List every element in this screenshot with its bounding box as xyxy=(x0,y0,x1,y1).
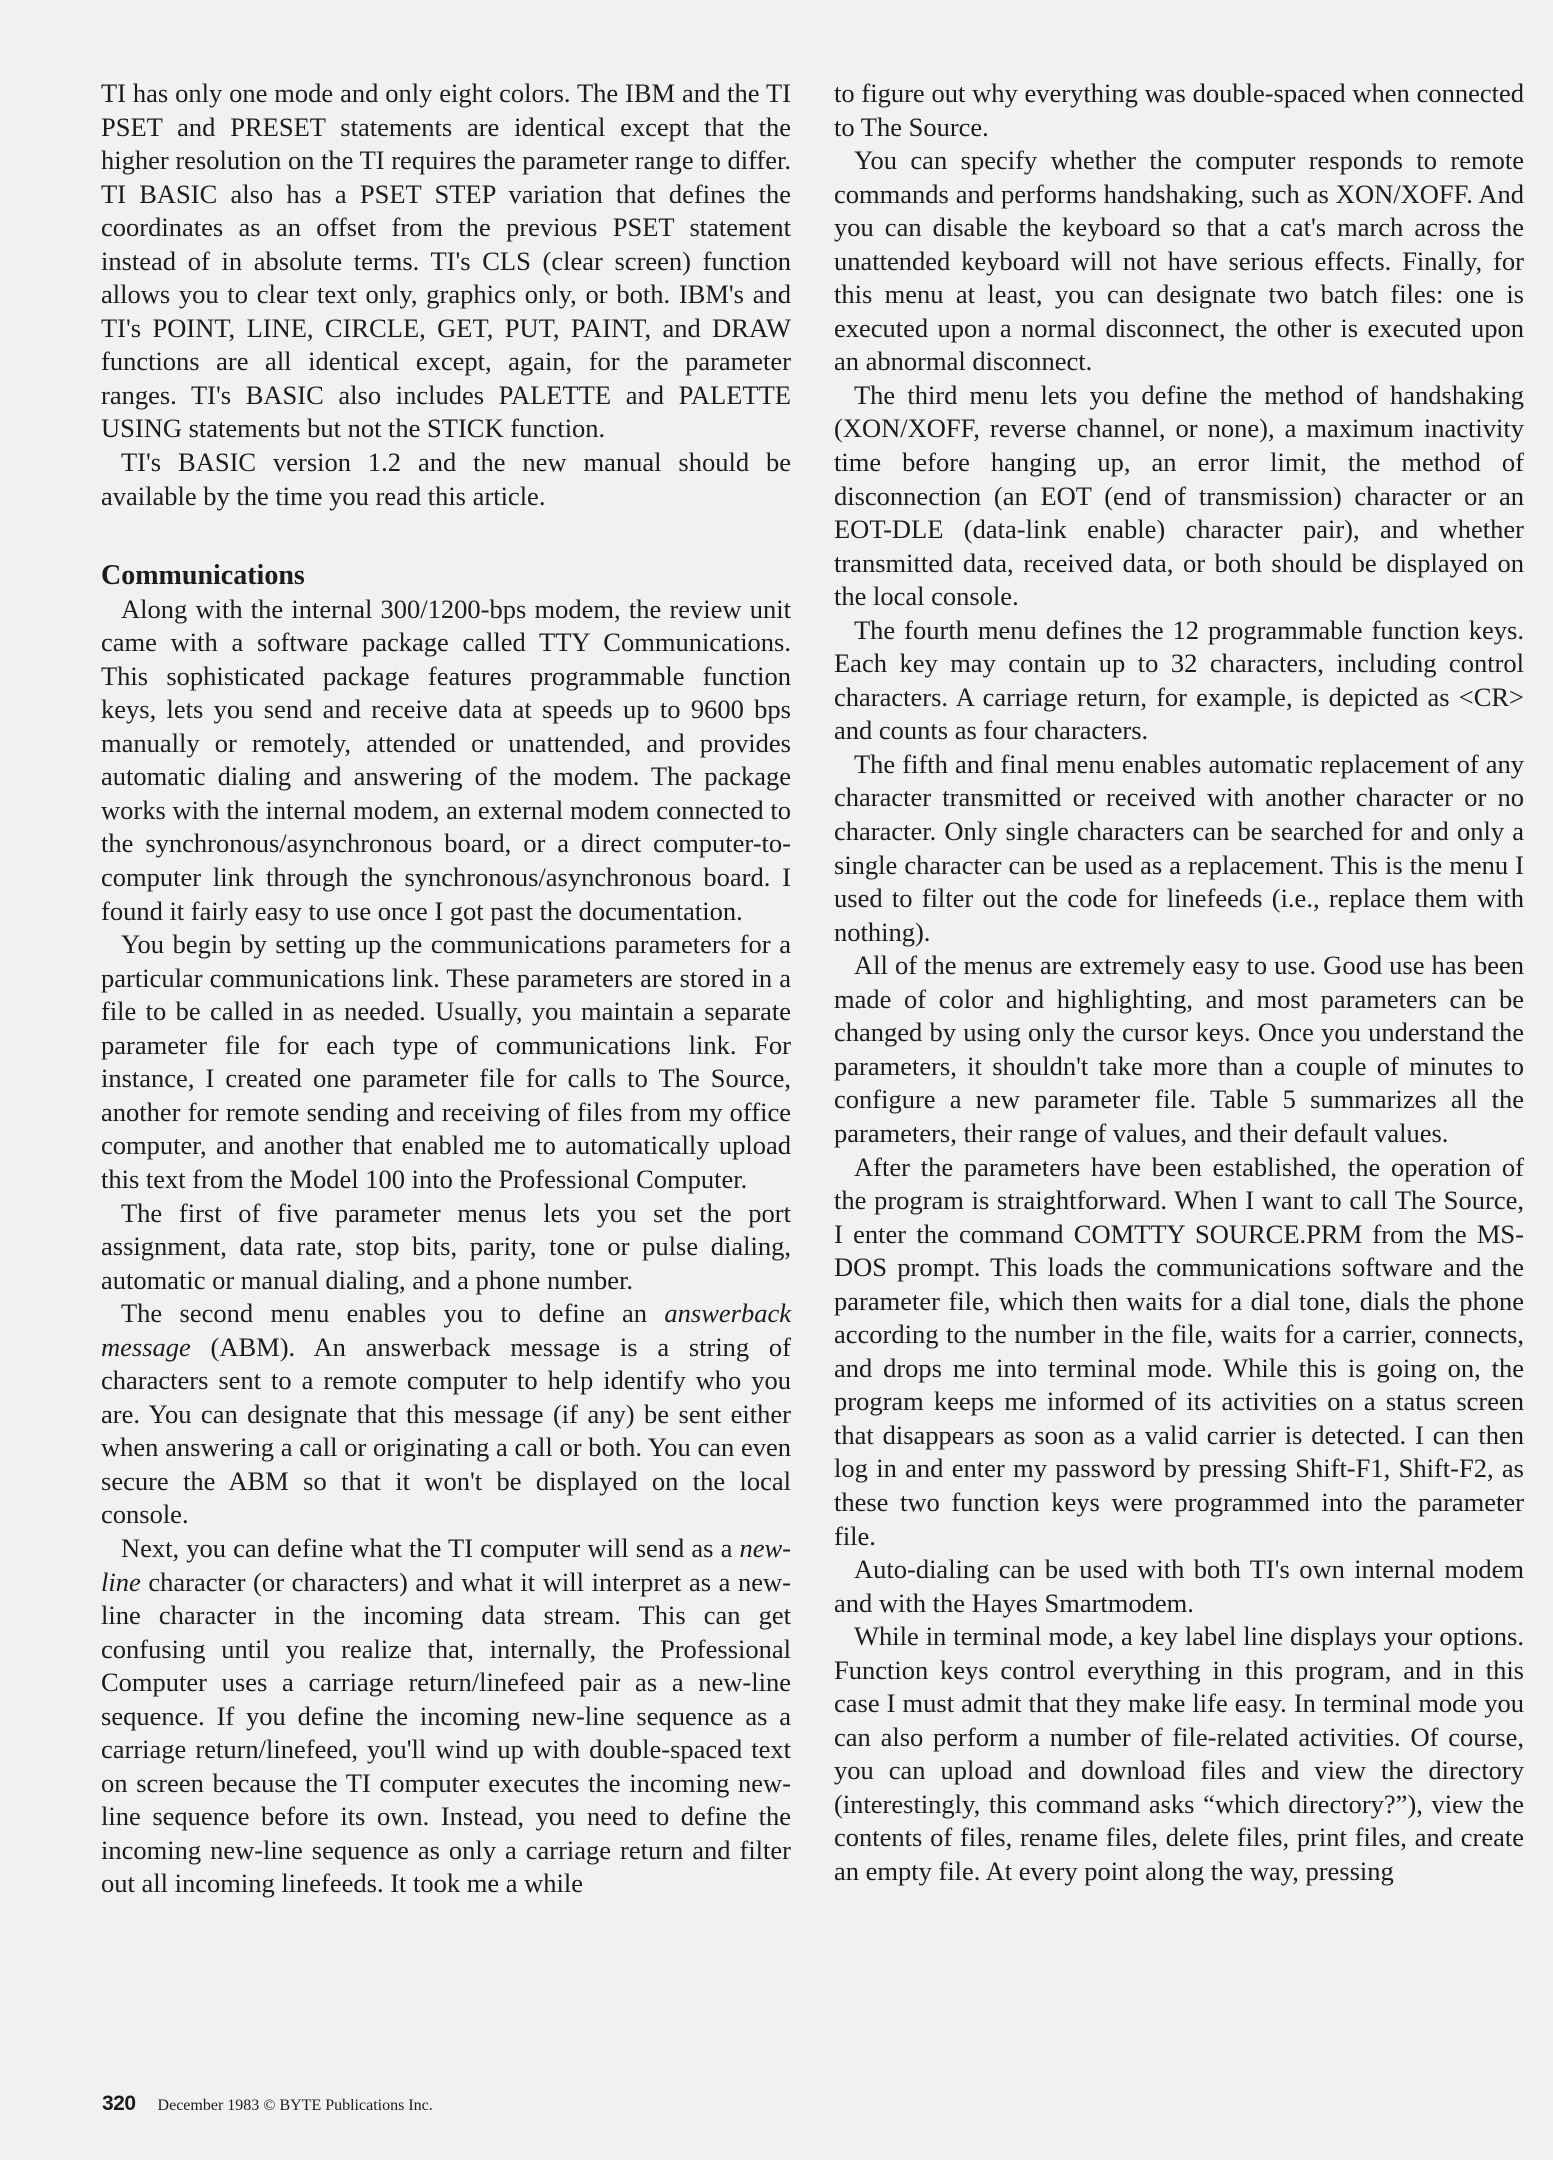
paragraph-remote-commands: You can specify whether the computer responds to remote commands and performs handshaking, such as XON/XOFF. And you can disable the keyboard so that a cat's march across the unattended keyboard will not have serious effects. Finally, for this menu at least, you can designate two batch files: one is executed upon a normal disconnect, the other is executed upon an abnormal disconnect. xyxy=(834,145,1524,377)
paragraph-second-menu xyxy=(101,1297,791,1532)
text-run: The second menu enables you to define an xyxy=(121,1298,665,1329)
italic-term-new-line: new-line xyxy=(101,1532,791,1597)
paragraph-third-menu: The third menu lets you define the method of handshaking (XON/XOFF, reverse channel, or none), a maximum inactivity time before hanging up, an error limit, the method of disconnection (an EOT (end of transmission) character or an EOT-DLE (data-link enable) character pair), and whether transmitted data, received data, or both should be displayed on the local console. xyxy=(834,379,1524,612)
paragraph-menus-easy: All of the menus are extremely easy to use. Good use has been made of color and highlighting, and most parameters can be changed by using only the cursor keys. Once you understand the parameters, it shouldn't take more than a couple of minutes to configure a new parameter file. Table 5 summarizes all the parameters, their range of values, and their default values. xyxy=(834,950,1524,1148)
paragraph-basic-version: TI's BASIC version 1.2 and the new manual should be available by the time you read this article. xyxy=(101,447,791,511)
paragraph-parameter-setup: You begin by setting up the communications parameters for a particular communications link. These parameters are stored in a file to be called in as needed. Usually, you maintain a separate parameter file for each type of communications link. For instance, I created one parameter file for calls to The Source, another for remote sending and receiving of files from my office computer, and another that enabled me to automatically upload this text from the Model 100 into the Professional Computer. xyxy=(101,929,791,1194)
italic-term-answerback: answerback message xyxy=(101,1298,791,1362)
left-column xyxy=(101,77,791,1901)
section-heading-communications: Communications xyxy=(101,560,305,592)
paragraph-tty-intro: Along with the internal 300/1200-bps modem, the review unit came with a software package called TTY Communications. This sophisticated package features programmable function keys, lets you send and receive data at speeds up to 9600 bps manually or remotely, attended or unattended, and provides automatic dialing and answering of the modem. The package works with the internal modem, an external modem connected to the synchronous/asynchronous board, or a direct computer-to-computer link through the synchronous/asynchronous board. I found it fairly easy to use once I got past the documentation. xyxy=(101,593,791,926)
text-run: Next, you can define what the TI computer will send as a xyxy=(121,1532,740,1563)
page-footer xyxy=(102,2092,433,2116)
paragraph-fifth-menu: The fifth and final menu enables automatic replacement of any character transmitted or received with another character or no character. Only single characters can be searched for and only a single character can be used as a replacement. This is the menu I used to filter out the code for linefeeds (i.e., replace them with nothing). xyxy=(834,748,1524,947)
text-run: character (or characters) and what it will interpret as a new-line character in the incoming data stream. This can get confusing until you realize that, internally, the Professional Computer uses a carriage return/linefeed pair as a new-line sequence. If you define the incoming new-line sequence as a carriage return/linefeed, you'll wind up with double-spaced text on screen because the TI computer executes the incoming new-line sequence before its own. Instead, you need to define the incoming new-line sequence as only a carriage return and filter out all incoming linefeeds. It took me a while xyxy=(101,1566,791,1899)
paragraph-fourth-menu: The fourth menu defines the 12 programmable function keys. Each key may contain up to 32 characters, including control characters. A carriage return, for example, is depicted as <CR> and counts as four characters. xyxy=(834,614,1524,746)
paragraph-terminal-mode: While in terminal mode, a key label line displays your options. Function keys control everything in this program, and in this case I must admit that they make life easy. In terminal mode you can also perform a number of file-related activities. Of course, you can upload and download files and view the directory (interestingly, this command asks “which directory?”), view the contents of files, rename files, delete files, print files, and create an empty file. At every point along the way, pressing xyxy=(834,1621,1524,1886)
paragraph-newline xyxy=(101,1532,791,1901)
text-run: (ABM). An answerback message is a string of characters sent to a remote computer to help identify who you are. You can designate that this message (if any) be sent either when answering a call or originating a call or both. You can even secure the ABM so that it won't be displayed on the local console. xyxy=(101,1331,791,1530)
paragraph-auto-dialing: Auto-dialing can be used with both TI's own internal modem and with the Hayes Smartmodem. xyxy=(834,1554,1524,1618)
page-number: 320 xyxy=(102,2092,136,2115)
paragraph-graphics-comparison: TI has only one mode and only eight colors. The IBM and the TI PSET and PRESET statements are identical except that the higher resolution on the TI requires the parameter range to differ. TI BASIC also has a PSET STEP variation that defines the coordinates as an offset from the previous PSET statement instead of in absolute terms. TI's CLS (clear screen) function allows you to clear text only, graphics only, or both. IBM's and TI's POINT, LINE, CIRCLE, GET, PUT, PAINT, and DRAW functions are all identical except, again, for the parameter ranges. TI's BASIC also includes PALETTE and PALETTE USING statements but not the STICK function. xyxy=(101,78,791,444)
paragraph-continuation: to figure out why everything was double-spaced when connected to The Source. xyxy=(834,78,1524,142)
right-column xyxy=(834,77,1524,1889)
publication-credit: December 1983 © BYTE Publications Inc. xyxy=(157,2097,433,2114)
paragraph-operation: After the parameters have been established, the operation of the program is straightforward. When I want to call The Source, I enter the command COMTTY SOURCE.PRM from the MS-DOS prompt. This loads the communications software and the parameter file, which then waits for a dial tone, dials the phone according to the number in the file, waits for a carrier, connects, and drops me into terminal mode. While this is going on, the program keeps me informed of its activities on a status screen that disappears as soon as a valid carrier is detected. I can then log in and enter my password by pressing Shift-F1, Shift-F2, as these two function keys were programmed into the parameter file. xyxy=(834,1151,1524,1551)
paragraph-first-menu: The first of five parameter menus lets you set the port assignment, data rate, stop bits, parity, tone or pulse dialing, automatic or manual dialing, and a phone number. xyxy=(101,1197,791,1295)
